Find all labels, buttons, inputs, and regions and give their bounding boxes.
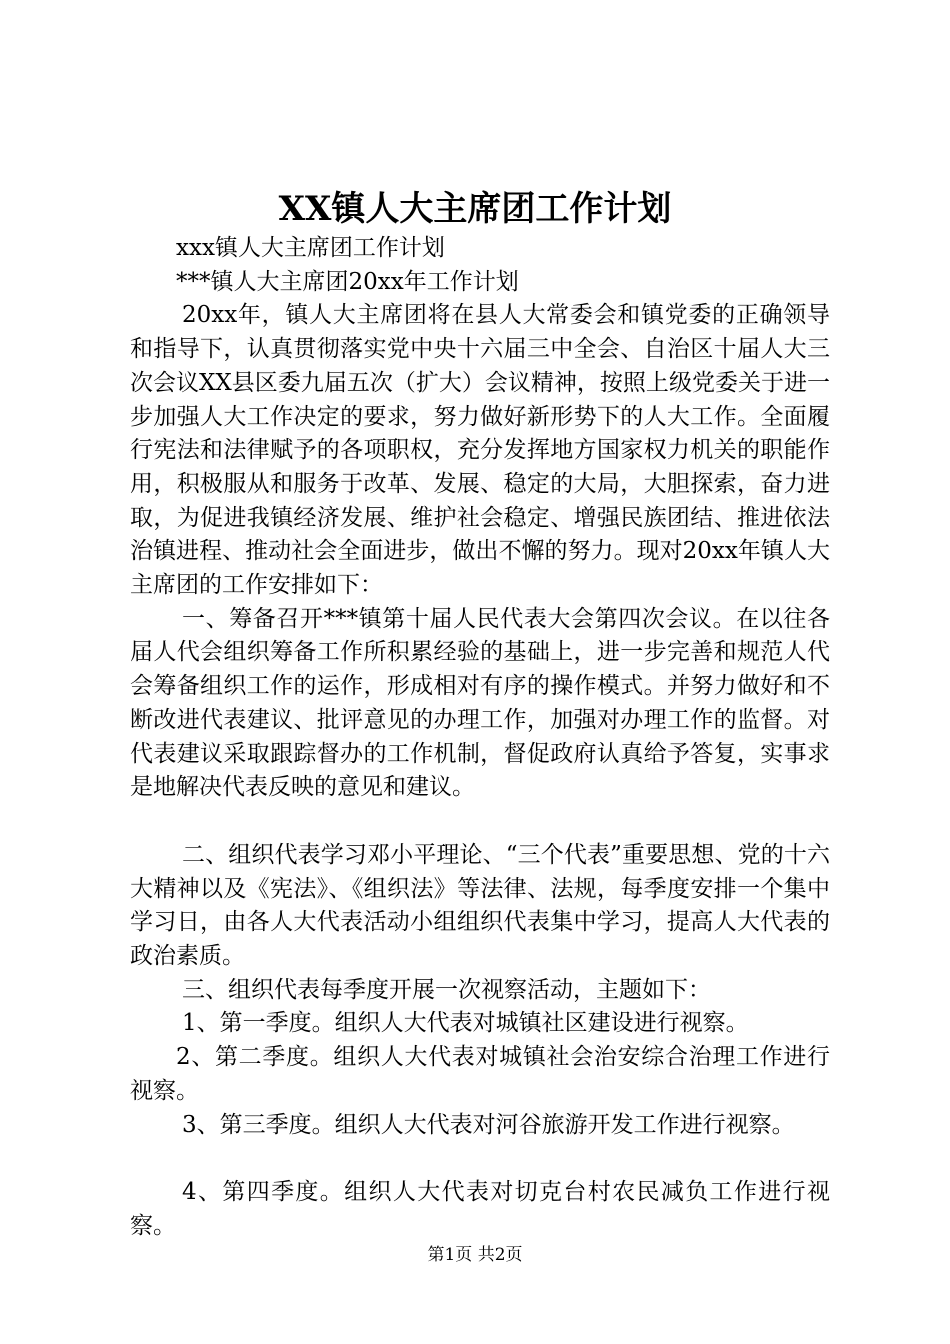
document-body [130, 232, 830, 1244]
intro-paragraph: 20xx年，镇人大主席团将在县人大常委会和镇党委的正确领导和指导下，认真贯彻落实党中央十六届三中全会、自治区十届人大三次会议XX县区委九届五次（扩大）会议精神，按照上级党委关于进一步加强人大工作决定的要求，努力做好新形势下的人大工作。全面履行宪法和法律赋予的各项职权，充分发挥地方国家权力机关的职能作用，积极服从和服务于改革、发展、稳定的大局，大胆探索，奋力进取，为促进我镇经济发展、维护社会稳定、增强民族团结、推进依法治镇进程、推动社会全面进步，做出不懈的努力。现对20xx年镇人大主席团的工作安排如下： [130, 302, 830, 599]
subtitle-line-1: xxx镇人大主席团工作计划 [176, 235, 445, 261]
quarter-four-item: 4、第四季度。组织人大代表对切克台村农民减负工作进行视察。 [130, 1179, 830, 1239]
subtitle-line-2: ***镇人大主席团20xx年工作计划 [176, 268, 519, 295]
section-three-heading: 三、组织代表每季度开展一次视察活动，主题如下： [182, 976, 711, 1003]
quarter-one-item: 1、第一季度。组织人大代表对城镇社区建设进行视察。 [182, 1010, 749, 1037]
quarter-three-item: 3、第三季度。组织人大代表对河谷旅游开发工作进行视察。 [182, 1111, 795, 1138]
section-two-paragraph: 二、组织代表学习邓小平理论、“三个代表”重要思想、党的十六大精神以及《宪法》、《组织法》等法律、法规，每季度安排一个集中学习日，由各人大代表活动小组组织代表集中学习，提高人大代表的政治素质。 [130, 841, 830, 970]
page-footer: 第1页 共2页 [427, 1245, 523, 1265]
quarter-two-item: 2、第二季度。组织人大代表对城镇社会治安综合治理工作进行视察。 [130, 1044, 830, 1104]
section-one-paragraph: 一、筹备召开***镇第十届人民代表大会第四次会议。在以往各届人代会组织筹备工作所积累经验的基础上，进一步完善和规范人代会筹备组织工作的运作，形成相对有序的操作模式。并努力做好和不断改进代表建议、批评意见的办理工作，加强对办理工作的监督。对代表建议采取跟踪督办的工作机制，督促政府认真给予答复，实事求是地解决代表反映的意见和建议。 [130, 605, 830, 801]
document-title: XX镇人大主席团工作计划 [278, 189, 672, 229]
